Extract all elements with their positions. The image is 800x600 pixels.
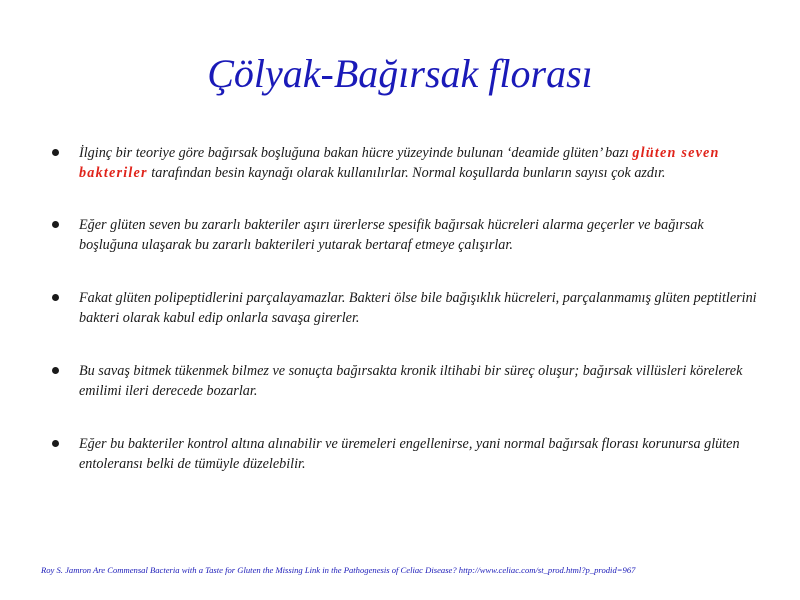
bullet-dot-icon bbox=[52, 149, 59, 156]
bullet-item bbox=[50, 434, 765, 474]
bullet-text: Eğer glüten seven bu zararlı bakteriler aşırı ürerlerse spesifik bağırsak hücreleri alarma geçerler ve bağırsak boşluğuna ulaşarak bu zararlı bakterileri yutarak bertaraf etmeye çalışırlar. bbox=[79, 217, 704, 253]
bullet-text: Bu savaş bitmek tükenmek bilmez ve sonuçta bağırsakta kronik iltihabi bir süreç oluşur; bağırsak villüsleri körelerek emilimi ileri derecede bozarlar. bbox=[79, 363, 743, 399]
reference-footer: Roy S. Jamron Are Commensal Bacteria with a Taste for Gluten the Missing Link in the Pathogenesis of Celiac Disease? http://www.celiac.com/st_prod.html?p_prodid=967 bbox=[41, 565, 636, 575]
bullet-list bbox=[50, 143, 765, 474]
bullet-text-before: İlginç bir teoriye göre bağırsak boşluğuna bakan hücre yüzeyinde bulunan ‘deamide glüten’ bazı bbox=[79, 145, 633, 161]
bullet-dot-icon bbox=[52, 294, 59, 301]
bullet-text: Fakat glüten polipeptidlerini parçalayamazlar. Bakteri ölse bile bağışıklık hücreleri, parçalanmamış glüten peptitlerini bakteri olarak kabul edip onlarla savaşa girerler. bbox=[79, 290, 757, 326]
bullet-item bbox=[50, 361, 765, 401]
bullet-dot-icon bbox=[52, 221, 59, 228]
bullet-item bbox=[50, 143, 765, 183]
bullet-text: Eğer bu bakteriler kontrol altına alınabilir ve üremeleri engellenirse, yani normal bağırsak florası korunursa glüten entoleransı belki de tümüyle düzelebilir. bbox=[79, 436, 740, 472]
bullet-item bbox=[50, 215, 765, 255]
slide-title: Çölyak-Bağırsak florası bbox=[207, 51, 593, 96]
bullet-text-after: tarafından besin kaynağı olarak kullanılırlar. Normal koşullarda bunların sayısı çok azdır. bbox=[147, 165, 666, 181]
bullet-dot-icon bbox=[52, 440, 59, 447]
bullet-highlight: glüten seven bakteriler bbox=[79, 145, 720, 181]
bullet-item bbox=[50, 288, 765, 328]
bullet-dot-icon bbox=[52, 367, 59, 374]
